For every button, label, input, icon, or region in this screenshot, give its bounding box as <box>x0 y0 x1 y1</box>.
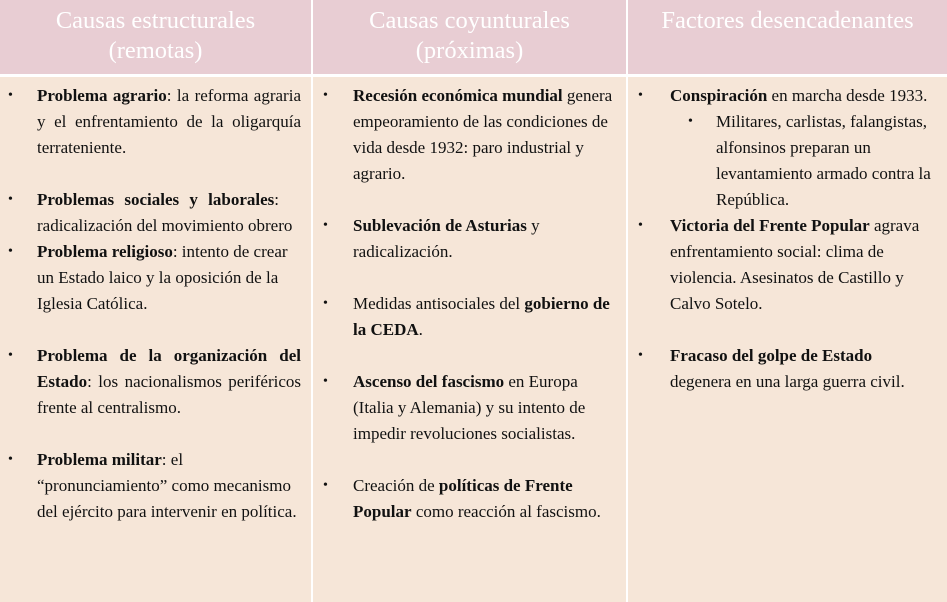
list-item <box>313 473 626 525</box>
list-item <box>628 343 947 395</box>
list <box>0 83 311 525</box>
header-line: Causas estructurales <box>55 7 256 34</box>
list-item <box>628 213 947 317</box>
bullet-icon: • <box>8 192 13 207</box>
bullet-icon: • <box>323 88 328 103</box>
column-structural-causes <box>0 77 313 602</box>
item-text: Militares, carlistas, falangistas, alfonsinos preparan un levantamiento armado contra la República. <box>716 112 931 209</box>
bullet-icon: • <box>638 88 643 103</box>
item-text: como reacción al fascismo. <box>411 502 601 521</box>
list <box>628 213 947 395</box>
list-item <box>313 213 626 265</box>
item-text: degenera en una larga guerra civil. <box>670 372 905 391</box>
list <box>313 83 626 525</box>
item-text: : los nacionalismos periféricos frente al centralismo. <box>37 372 301 417</box>
item-text: : intento de crear un Estado laico y la oposición de la Iglesia Católica. <box>37 242 288 313</box>
sub-list <box>670 109 947 213</box>
item-text: Medidas antisociales del <box>353 294 525 313</box>
bullet-icon: • <box>323 296 328 311</box>
bullet-icon: • <box>8 88 13 103</box>
item-text: Creación de <box>353 476 439 495</box>
list-item <box>313 291 626 343</box>
item-title: gobierno de la CEDA <box>353 294 610 339</box>
list-item <box>313 369 626 447</box>
item-title: Problema religioso <box>37 242 173 261</box>
item-title: Ascenso del fascismo <box>353 372 505 391</box>
item-text: : radicalización del movimiento obrero <box>37 190 293 235</box>
item-text: : el “pronunciamiento” como mecanismo del ejército para intervenir en política. <box>37 450 297 521</box>
bullet-icon: • <box>638 348 643 363</box>
item-title: políticas de Frente Popular <box>353 476 573 521</box>
list-item <box>0 187 311 239</box>
item-title: Problema agrario <box>37 86 167 105</box>
header-line: Causas coyunturales <box>369 7 570 34</box>
header-conjunctural-causes <box>313 0 628 77</box>
bullet-icon: • <box>8 244 13 259</box>
header-triggering-factors <box>628 0 947 77</box>
item-title: Recesión económica mundial <box>353 86 563 105</box>
bullet-icon: • <box>8 348 13 363</box>
bullet-icon: • <box>638 218 643 233</box>
item-text: en marcha desde 1933. <box>767 86 928 105</box>
bullet-icon: • <box>323 218 328 233</box>
list-item <box>0 343 311 421</box>
list-item <box>628 83 947 109</box>
item-title: Problema de la organización del Estado <box>37 346 301 391</box>
item-title: Victoria del Frente Popular <box>670 216 870 235</box>
item-text: : la reforma agraria y el enfrentamiento de la oligarquía terrateniente. <box>37 86 301 157</box>
bullet-icon: • <box>8 452 13 467</box>
item-text: y radicalización. <box>353 216 540 261</box>
list-item <box>0 239 311 317</box>
bullet-icon: • <box>323 374 328 389</box>
bullet-icon: • <box>688 114 693 129</box>
item-title: Sublevación de Asturias <box>353 216 527 235</box>
item-text: . <box>418 320 423 339</box>
list <box>628 83 947 109</box>
header-line: (próximas) <box>415 37 524 64</box>
bullet-icon: • <box>323 478 328 493</box>
column-triggering-factors <box>628 77 947 602</box>
list-item <box>0 447 311 525</box>
item-title: Conspiración <box>670 86 768 105</box>
item-title: Problemas sociales y laborales <box>37 190 275 209</box>
item-text: agrava enfrentamiento social: clima de violencia. Asesinatos de Castillo y Calvo Sotelo. <box>670 216 920 313</box>
item-text: en Europa (Italia y Alemania) y su intento de impedir revoluciones socialistas. <box>353 372 586 443</box>
item-title: Fracaso del golpe de Estado <box>670 346 873 365</box>
header-line: (remotas) <box>108 37 203 64</box>
list-item <box>0 83 311 161</box>
sub-list-item <box>670 109 947 213</box>
column-conjunctural-causes <box>313 77 628 602</box>
item-title: Problema militar <box>37 450 162 469</box>
header-line: Factores desencadenantes <box>661 7 914 34</box>
list-item <box>313 83 626 187</box>
header-structural-causes <box>0 0 313 77</box>
item-text: genera empeoramiento de las condiciones de vida desde 1932: paro industrial y agrario. <box>353 86 613 183</box>
